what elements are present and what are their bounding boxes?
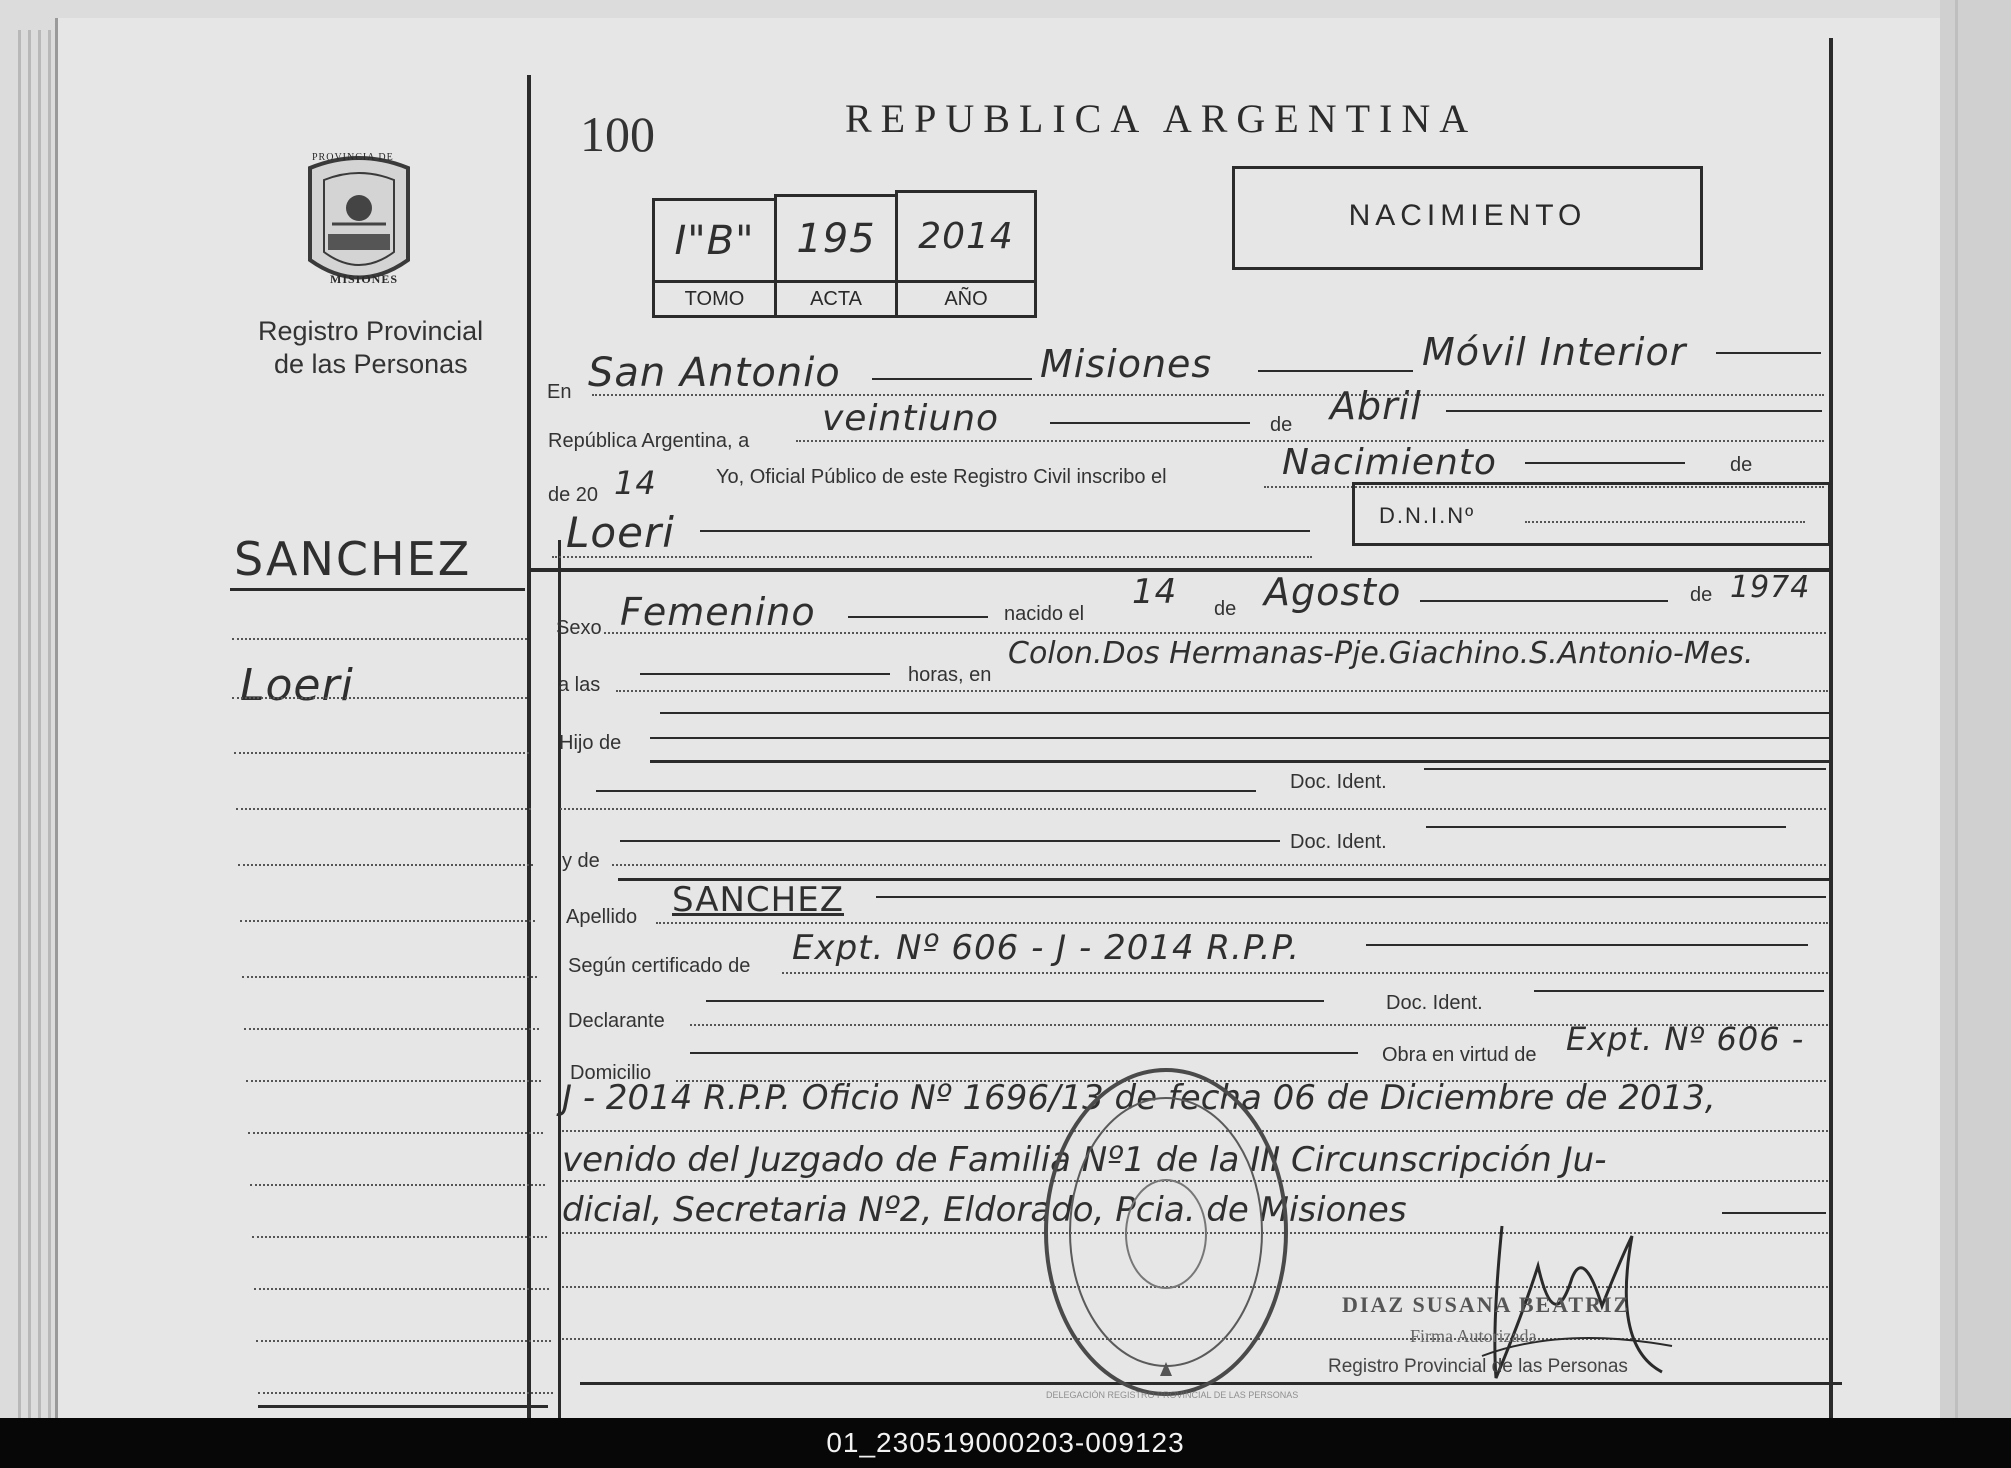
margin-surname: SANCHEZ <box>234 532 472 586</box>
birth-year: 1974 <box>1730 570 1811 605</box>
place-province: Misiones <box>1040 342 1213 386</box>
acta-value: 195 <box>796 215 876 262</box>
emblem-top-text: PROVINCIA DE <box>312 152 394 163</box>
place-city: San Antonio <box>588 350 841 396</box>
birth-place: Colon.Dos Hermanas-Pje.Giachino.S.Antonio-Mes. <box>1008 636 1754 671</box>
continuation-line-3: dicial, Secretaria Nº2, Eldorado, Pcia. de Misiones <box>562 1190 1407 1230</box>
anio-label-cell <box>895 280 1037 318</box>
place-office: Móvil Interior <box>1422 330 1687 374</box>
acta-label-cell <box>774 280 898 318</box>
inscription-de-label: de <box>1730 454 1753 476</box>
apellido-label: Apellido <box>566 906 638 928</box>
day-text: veintiuno <box>822 398 1000 439</box>
birth-de-label: de <box>1214 598 1237 620</box>
birth-year-de-label: de <box>1690 584 1713 606</box>
seal-text: DELEGACIÓN REGISTRO PROVINCIAL DE LAS PERSONAS <box>1046 1390 1299 1400</box>
declarante-label: Declarante <box>568 1010 665 1032</box>
republica-label: República Argentina, a <box>548 430 750 452</box>
apellido-value: SANCHEZ <box>672 880 844 920</box>
obra-label: Obra en virtud de <box>1382 1044 1537 1066</box>
en-label: En <box>547 381 572 403</box>
registry-name-line2: de las Personas <box>274 349 468 379</box>
birth-month: Agosto <box>1264 570 1402 614</box>
anio-label: AÑO <box>944 287 988 310</box>
official-seal-icon <box>1040 1062 1292 1402</box>
signatory-title: Firma Autorizada <box>1410 1326 1537 1346</box>
yde-label: y de <box>562 850 600 872</box>
document-type-box <box>1232 166 1703 270</box>
tomo-cell <box>652 198 777 283</box>
nacido-label: nacido el <box>1004 603 1085 625</box>
segun-value: Expt. Nº 606 - J - 2014 R.P.P. <box>792 928 1301 968</box>
anio-cell <box>895 190 1037 283</box>
margin-given-name: Loeri <box>240 660 354 711</box>
tomo-label: TOMO <box>684 287 745 310</box>
sexo-label: Sexo <box>556 617 602 639</box>
alas-label: a las <box>558 674 601 696</box>
segun-label: Según certificado de <box>568 955 751 977</box>
birth-day: 14 <box>1132 572 1178 612</box>
tomo-label-cell <box>652 280 777 318</box>
continuation-line-2: venido del Juzgado de Familia Nº1 de la III Circunscripción Ju- <box>562 1140 1607 1180</box>
registry-name-line1: Registro Provincial <box>258 316 484 346</box>
year-prefix: de 20 <box>548 484 599 506</box>
domicilio-label: Domicilio <box>570 1062 652 1084</box>
obra-value: Expt. Nº 606 - <box>1566 1020 1805 1058</box>
emblem-bottom-text: MISIONES <box>330 272 399 286</box>
person-name: Loeri <box>566 508 675 557</box>
dni-label: D.N.I.Nº <box>1379 503 1476 528</box>
document-type-label: NACIMIENTO <box>1348 199 1587 232</box>
file-id-caption: 01_230519000203-009123 <box>0 1418 2011 1468</box>
month-de-label: de <box>1270 414 1293 436</box>
inscription-type: Nacimiento <box>1282 442 1497 483</box>
doc-ident-label-3: Doc. Ident. <box>1386 992 1483 1014</box>
doc-ident-label: Doc. Ident. <box>1290 771 1387 793</box>
horas-label: horas, en <box>908 664 992 686</box>
anio-value: 2014 <box>918 216 1014 257</box>
month-text: Abril <box>1330 384 1422 428</box>
tomo-value: I"B" <box>674 217 755 264</box>
acta-label: ACTA <box>810 287 862 310</box>
hijo-label: Hijo de <box>559 732 622 754</box>
yo-text: Yo, Oficial Público de este Registro Civil inscribo el <box>716 466 1167 488</box>
doc-ident-label-2: Doc. Ident. <box>1290 831 1387 853</box>
signatory-name: DIAZ SUSANA BEATRIZ <box>1342 1292 1631 1317</box>
page-number: 100 <box>580 106 655 162</box>
sexo-value: Femenino <box>620 590 816 634</box>
continuation-line-1: J - 2014 R.P.P. Oficio Nº 1696/13 de fecha 06 de Diciembre de 2013, <box>562 1078 1716 1118</box>
acta-cell <box>774 194 898 283</box>
dni-box <box>1352 482 1831 546</box>
signatory-office: Registro Provincial de las Personas <box>1328 1356 1628 1377</box>
year-suffix: 14 <box>614 464 657 502</box>
country-title: REPUBLICA ARGENTINA <box>845 96 1478 141</box>
